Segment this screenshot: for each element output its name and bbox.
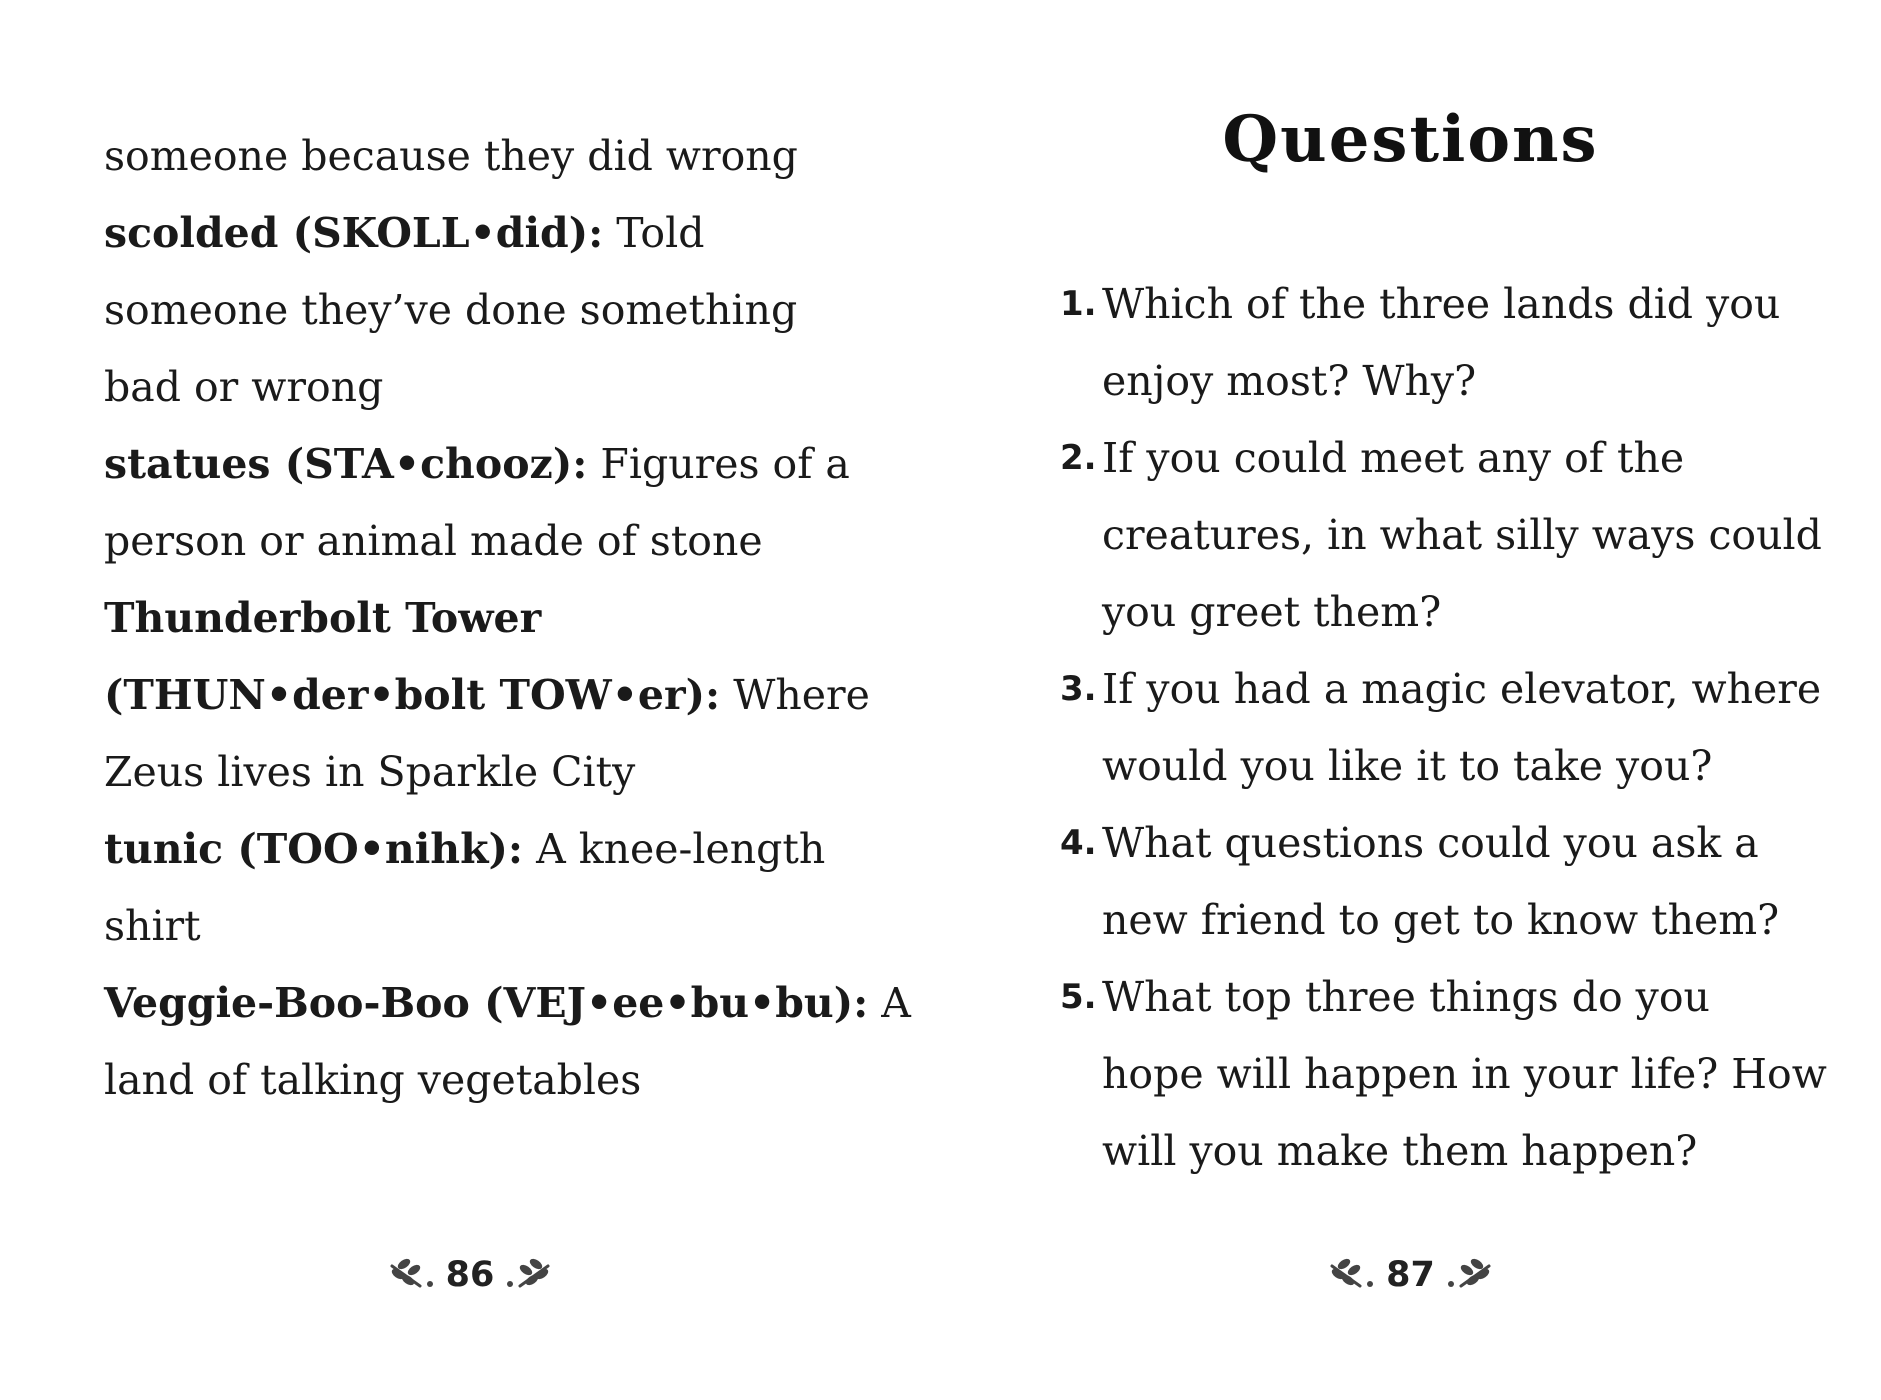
glossary-definition: Zeus lives in Sparkle City: [104, 748, 636, 796]
question-text-line: enjoy most? Why?: [1102, 357, 1477, 405]
glossary-definition: someone because they did wrong: [104, 132, 798, 180]
glossary-term: statues (STA•chooz):: [104, 440, 588, 488]
right-page: [940, 0, 1881, 1400]
question-text-line: If you had a magic elevator, where: [1102, 665, 1822, 713]
question-text-line: Which of the three lands did you: [1102, 280, 1781, 328]
glossary-list: [104, 118, 911, 1119]
question-text-line: What top three things do you: [1102, 973, 1710, 1021]
glossary-definition: bad or wrong: [104, 363, 384, 411]
glossary-definition: someone they’ve done something: [104, 286, 798, 334]
leaf-sprig-icon: [1330, 1258, 1378, 1292]
page-number: 86: [445, 1255, 495, 1295]
question-item: [1060, 651, 1860, 805]
glossary-definition: Where: [720, 671, 870, 719]
glossary-term: scolded (SKOLL•did):: [104, 209, 604, 257]
glossary-line: [104, 118, 864, 195]
glossary-definition: person or animal made of stone: [104, 517, 763, 565]
question-number: 4.: [1060, 823, 1097, 863]
question-item: [1060, 420, 1860, 651]
glossary-line: [104, 734, 864, 811]
leaf-sprig-icon: [502, 1258, 550, 1292]
glossary-definition: A knee-length: [523, 825, 826, 873]
glossary-line: [104, 503, 864, 580]
question-item: [1060, 266, 1860, 420]
glossary-line: [104, 1042, 864, 1119]
glossary-definition: shirt: [104, 902, 201, 950]
glossary-line: [104, 580, 864, 657]
question-item: [1060, 805, 1860, 959]
page-number: 87: [1386, 1255, 1435, 1295]
question-text-line: new friend to get to know them?: [1102, 896, 1780, 944]
glossary-term: (THUN•der•bolt TOW•er):: [104, 671, 721, 719]
glossary-definition: Figures of a: [587, 440, 850, 488]
question-number: 5.: [1060, 977, 1097, 1017]
questions-list: [1060, 266, 1860, 1190]
question-text-line: you greet them?: [1102, 588, 1442, 636]
question-text-line: hope will happen in your life? How: [1102, 1050, 1827, 1098]
glossary-term: tunic (TOO•nihk):: [104, 825, 524, 873]
leaf-sprig-icon: [390, 1258, 438, 1292]
glossary-line: [104, 657, 870, 734]
question-text-line: creatures, in what silly ways could: [1102, 511, 1822, 559]
glossary-line: [104, 965, 911, 1042]
glossary-definition: A: [868, 979, 911, 1027]
glossary-term: Thunderbolt Tower: [104, 594, 542, 642]
question-text-line: What questions could you ask a: [1102, 819, 1759, 867]
question-text-line: If you could meet any of the: [1102, 434, 1685, 482]
question-number: 1.: [1060, 284, 1097, 324]
glossary-line: [104, 195, 864, 272]
glossary-line: [104, 349, 864, 426]
glossary-term: Veggie-Boo-Boo (VEJ•ee•bu•bu):: [104, 979, 869, 1027]
leaf-sprig-icon: [1443, 1258, 1491, 1292]
question-number: 3.: [1060, 669, 1097, 709]
glossary-line: [104, 426, 864, 503]
page-heading: Questions: [1222, 102, 1599, 177]
glossary-line: [104, 888, 864, 965]
glossary-line: [104, 272, 864, 349]
question-number: 2.: [1060, 438, 1097, 478]
left-page: [0, 0, 940, 1400]
page-footer: [940, 1250, 1881, 1300]
glossary-line: [104, 811, 864, 888]
question-item: [1060, 959, 1860, 1190]
glossary-definition: Told: [603, 209, 705, 257]
question-text-line: will you make them happen?: [1102, 1127, 1698, 1175]
page-footer: [0, 1250, 940, 1300]
question-text-line: would you like it to take you?: [1102, 742, 1713, 790]
glossary-definition: land of talking vegetables: [104, 1056, 642, 1104]
